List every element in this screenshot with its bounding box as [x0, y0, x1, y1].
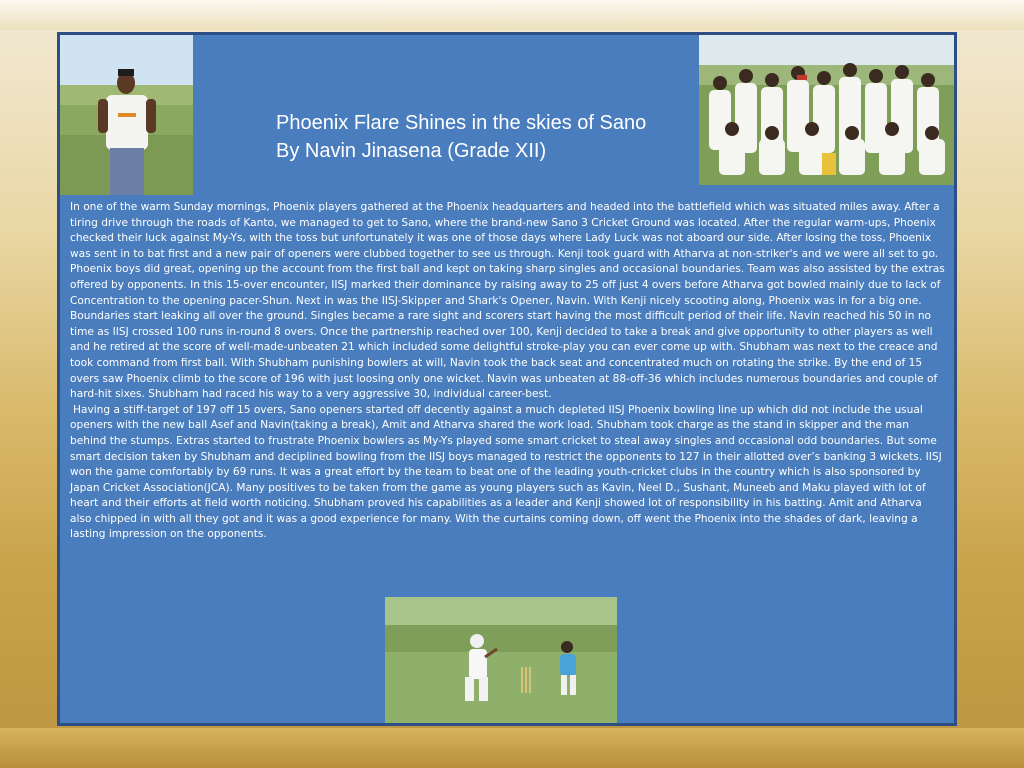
article-body	[70, 200, 946, 543]
article-paragraph: In one of the warm Sunday mornings, Phoenix players gathered at the Phoenix headquarters and headed into the battlefield which was situated miles away. After a tiring drive through the roads of Kanto, we managed to get to Sano, where the brand-new Sano 3 Cricket Ground was located. After the regular warm-ups, Phoenix checked their luck against My-Ys, with the toss but unfortunately it was one of those days where Lady Luck was not aboard our side. After losing the toss, Phoenix was sent in to bat first and a new pair of openers were clubbed together to see us through. Kenji took guard with Atharva at non-striker's and we were all set to go. Phoenix boys did great, opening up the account from the first ball and kept on taking sharp singles and occasional boundaries. Team was also assisted by the extras offered by opponents. In this 15-over encounter, IISJ marked their dominance by raising away to 25 off just 4 overs before Atharva got bowled mainly due to lack of Concentration to the opening pacer-Shun. Next in was the IISJ-Skipper and Shark's Opener, Navin. With Kenji nicely scooting along, Phoenix was in for a big one. Boundaries start leaking all over the ground. Singles became a rare sight and scorers start having the most difficult period of their life. Navin reached his 50 in no time as IISJ crossed 100 runs in-round 8 overs. Once the partnership reached over 100, Kenji decided to take a break and give opportunity to other players as well and he retired at the score of well-made-unbeaten 21 which included some delightful stroke-play you can ever come up with. Shubham was next to the creace and took command from first ball. With Shubham punishing bowlers at will, Navin took the back seat and concentrated much on rotating the strike. By the end of 15 overs saw Phoenix climb to the score of 196 with just loosing only one wicket. Navin was unbeaten at 88-off-36 which includes numerous boundaries and couple of hard-hit sixes. Shubham had raced his way to a very aggressive 30, individual career-best.	[70, 201, 945, 401]
team-group-photo	[699, 35, 957, 185]
article-paragraph: Having a stiff-target of 197 off 15 overs, Sano openers started off decently against a much depleted IISJ Phoenix bowling line up which did not include the usual openers with the new ball Asef and Navin(taking a break), Amit and Atharva shared the work load. Shubham took charge as the stand in skipper and the man behind the stumps. Extras started to frustrate Phoenix bowlers as My-Ys played some smart cricket to steal away singles and occasional odd boundaries. But some smart decision taken by Shubham and deciplined bowling from the IISJ boys managed to restrict the opponents to 127 in their allotted over’s banking 3 wickets. IISJ won the game comfortably by 69 runs. It was a great effort by the team to beat one of the leading youth-cricket clubs in the country which is also sponsored by Japan Cricket Association(JCA). Many positives to be taken from the game as young players such as Kavin, Neel D., Sushant, Muneeb and Maku played with lot of heart and their efforts at field worth noticing. Shubham proved his capabilities as a leader and Kenji showed lot of responsibility in his batting. Amit and Atharva also chipped in with all they got and it was a good experience for many. With the curtains coming down, off went the Phoenix into the shades of dark, leaving a lasting impression on the opponents.	[70, 403, 942, 541]
article-heading	[276, 109, 646, 165]
article-title: Phoenix Flare Shines in the skies of Sano	[276, 112, 647, 134]
match-action-photo	[385, 597, 617, 725]
article-byline: By Navin Jinasena (Grade XII)	[276, 140, 547, 162]
background-bottom-band	[0, 728, 1024, 768]
player-portrait-photo	[60, 35, 193, 195]
article-panel	[57, 32, 957, 726]
background-top-band	[0, 0, 1024, 30]
